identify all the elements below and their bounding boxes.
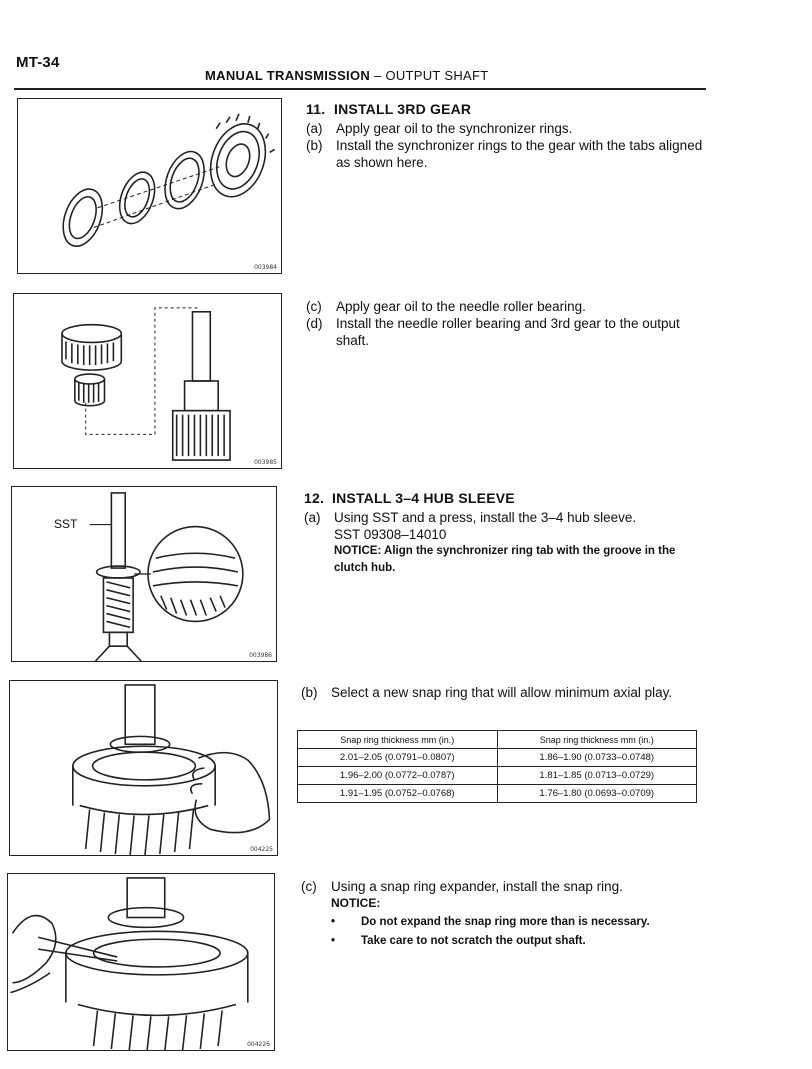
- column-header: Snap ring thickness mm (in.): [497, 731, 697, 749]
- item-label: (b): [306, 138, 323, 153]
- table-cell: 1.81–1.85 (0.0713–0.0729): [497, 767, 697, 785]
- needle-bearing-illustration: [14, 294, 281, 468]
- section-subtitle: OUTPUT SHAFT: [385, 68, 489, 83]
- table-header-row: [298, 731, 697, 749]
- step-11-d: [306, 315, 711, 349]
- bullet-icon: •: [331, 935, 336, 947]
- item-text: Apply gear oil to the needle roller bearing.: [336, 299, 586, 314]
- step-12-heading: INSTALL 3–4 HUB SLEEVE: [332, 490, 515, 506]
- step-11-c: [306, 298, 711, 315]
- bullet-text: Do not expand the snap ring more than is necessary.: [361, 916, 650, 928]
- figure-snap-ring-expander: [7, 873, 275, 1051]
- table-cell: 1.76–1.80 (0.0693–0.0709): [497, 785, 697, 803]
- table-cell: 2.01–2.05 (0.0791–0.0807): [298, 749, 498, 767]
- item-label: (d): [306, 316, 323, 331]
- table-cell: 1.96–2.00 (0.0772–0.0787): [298, 767, 498, 785]
- item-label: (a): [306, 121, 323, 136]
- figure-code: 003986: [249, 652, 272, 659]
- figure-hub-sleeve-sst: [11, 486, 277, 662]
- item-text: Install the needle roller bearing and 3rd gear to the output shaft.: [336, 316, 680, 348]
- step-11-number: 11.: [306, 101, 326, 117]
- figure-synchronizer-rings: [17, 98, 282, 274]
- step-12-block: [304, 490, 709, 577]
- section-title: MANUAL TRANSMISSION: [205, 68, 371, 83]
- header-rule: [14, 88, 706, 90]
- table-cell: 1.91–1.95 (0.0752–0.0768): [298, 785, 498, 803]
- snap-ring-table: [297, 730, 697, 803]
- item-text: Apply gear oil to the synchronizer rings.: [336, 121, 573, 136]
- table-row: [298, 767, 697, 785]
- title-separator: –: [370, 68, 386, 83]
- notice-bullet: [301, 933, 706, 950]
- step-11-block: [306, 101, 711, 171]
- page-code: MT-34: [16, 54, 60, 71]
- figure-code: 003985: [254, 459, 277, 466]
- notice-bullet: [301, 914, 706, 931]
- table-row: [298, 785, 697, 803]
- hub-sleeve-illustration: [12, 487, 276, 661]
- table-row: [298, 749, 697, 767]
- table-cell: 1.86–1.90 (0.0733–0.0748): [497, 749, 697, 767]
- step-12-number: 12.: [304, 490, 325, 506]
- column-header: Snap ring thickness mm (in.): [298, 731, 498, 749]
- item-label: (c): [301, 879, 317, 894]
- figure-select-snap-ring: [9, 680, 278, 856]
- item-text: Install the synchronizer rings to the gear with the tabs aligned as shown here.: [336, 138, 703, 170]
- synchronizer-rings-illustration: [18, 99, 281, 273]
- step-11-b: [306, 137, 711, 171]
- figure-needle-roller-bearing: [13, 293, 282, 469]
- snap-ring-expander-illustration: [8, 874, 274, 1050]
- item-label: (a): [304, 510, 321, 525]
- bullet-icon: •: [331, 916, 336, 928]
- step-12-b: [301, 684, 706, 701]
- item-label: (c): [306, 299, 322, 314]
- item-text: Using SST and a press, install the 3–4 hub sleeve.: [334, 510, 637, 525]
- step-12-c-block: [301, 878, 706, 950]
- sst-callout-label: SST: [54, 517, 78, 531]
- item-label: (b): [301, 685, 318, 700]
- figure-code: 003984: [254, 264, 277, 271]
- step-12-c: [301, 878, 706, 895]
- item-text: Using a snap ring expander, install the snap ring.: [331, 879, 623, 894]
- notice-text: NOTICE: Align the synchronizer ring tab with the groove in the clutch hub.: [334, 545, 676, 574]
- running-head: [205, 68, 488, 83]
- step-11-a: [306, 120, 711, 137]
- figure-code: 004225: [250, 846, 273, 853]
- step-11-heading: INSTALL 3RD GEAR: [334, 101, 472, 117]
- step-11-cd-block: [306, 298, 711, 349]
- step-12-a: [304, 509, 709, 526]
- step-12-b-block: [301, 684, 706, 701]
- bullet-text: Take care to not scratch the output shaft.: [361, 935, 586, 947]
- step-12-title: [304, 490, 709, 507]
- sst-number: SST 09308–14010: [334, 527, 447, 542]
- select-snap-ring-illustration: [10, 681, 277, 855]
- item-text: Select a new snap ring that will allow minimum axial play.: [331, 685, 673, 700]
- step-11-title: [306, 101, 711, 118]
- notice-title: NOTICE:: [331, 896, 381, 910]
- figure-code: 004226: [247, 1041, 270, 1048]
